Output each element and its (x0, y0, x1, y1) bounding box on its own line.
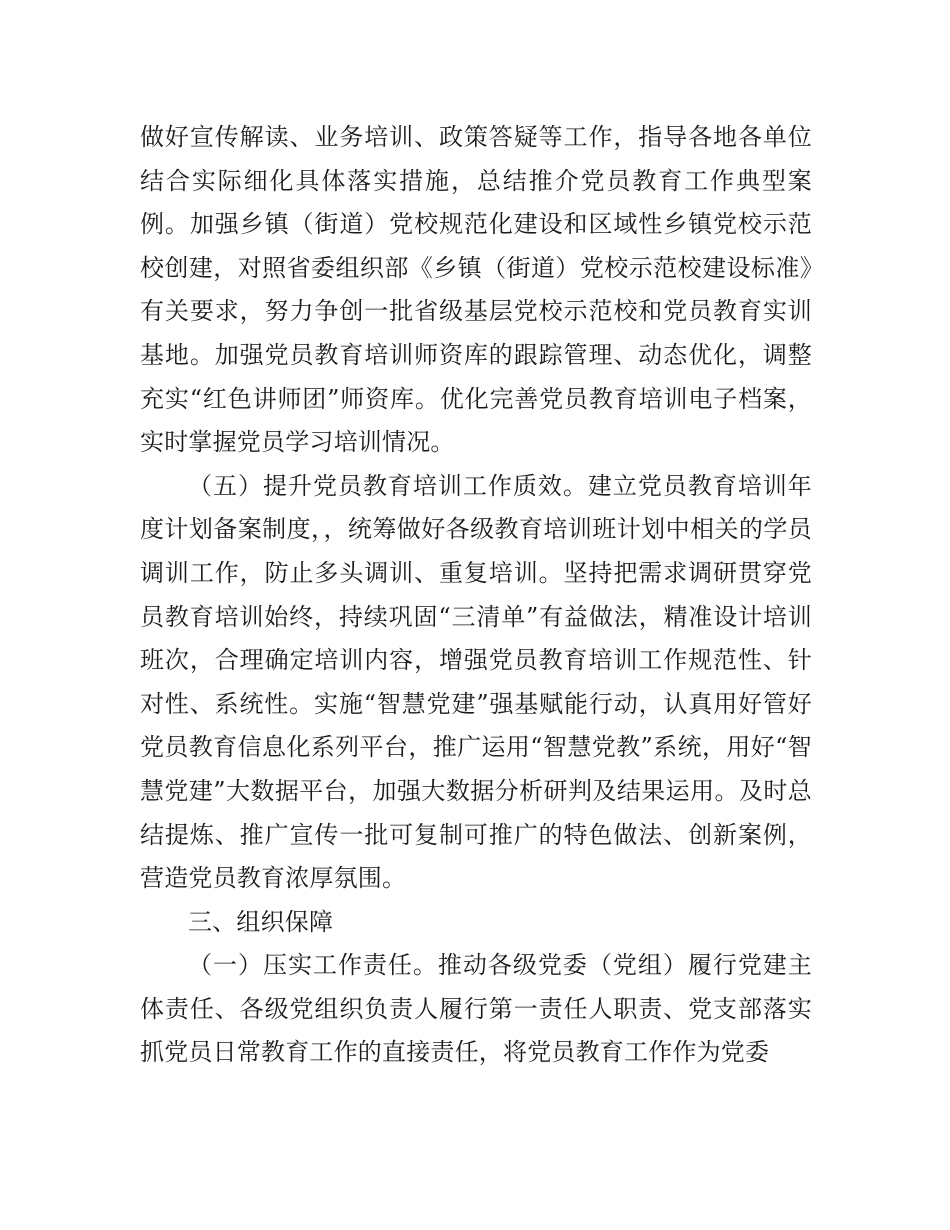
paragraph-section-5-training-quality: （五）提升党员教育培训工作质效。建立党员教育培训年度计划备案制度，，统筹做好各级教育培训班计划中相关的学员调训工作，防止多头调训、重复培训。坚持把需求调研贯穿党员教育培训始终，持续巩固“三清单”有益做法，精准设计培训班次，合理确定培训内容，增强党员教育培训工作规范性、针对性、系统性。实施“智慧党建”强基赋能行动，认真用好管好党员教育信息化系列平台，推广运用“智慧党教”系统，用好“智慧党建”大数据平台，加强大数据分析研判及结果运用。及时总结提炼、推广宣传一批可复制可推广的特色做法、创新案例，营造党员教育浓厚氛围。 (140, 471, 812, 893)
paragraph-continuation: 做好宣传解读、业务培训、政策答疑等工作，指导各地各单位结合实际细化具体落实措施，总结推介党员教育工作典型案例。加强乡镇（街道）党校规范化建设和区域性乡镇党校示范校创建，对照省委组织部《乡镇（街道）党校示范校建设标准》有关要求，努力争创一批省级基层党校示范校和党员教育实训基地。加强党员教育培训师资库的跟踪管理、动态优化，调整充实“红色讲师团”师资库。优化完善党员教育培训电子档案，实时掌握党员学习培训情况。 (140, 123, 812, 457)
paragraph-section-1-work-responsibility: （一）压实工作责任。推动各级党委（党组）履行党建主体责任、各级党组织负责人履行第一责任人职责、党支部落实抓党员日常教育工作的直接责任，将党员教育工作作为党委 (140, 951, 812, 1067)
document-page (140, 116, 812, 1075)
section-heading-organizational-guarantee: 三、组织保障 (188, 907, 334, 936)
